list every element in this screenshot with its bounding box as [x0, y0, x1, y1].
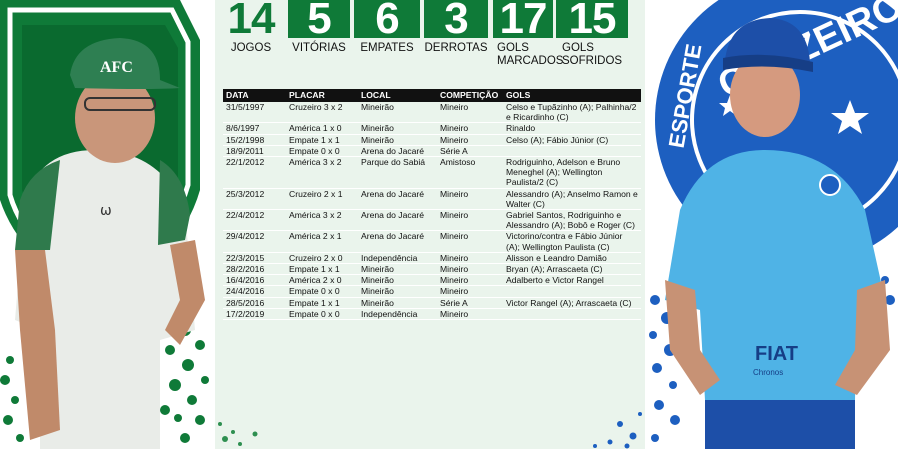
stat-value: 6: [354, 0, 420, 38]
cell-gols: Gabriel Santos, Rodriguinho e Alessandro (A); Bobô e Roger (C): [503, 210, 641, 231]
stat-label: DERROTAS: [424, 42, 488, 54]
cell-gols: Celso (A); Fábio Júnior (C): [503, 134, 641, 145]
stat-vitorias: [288, 0, 350, 55]
cell-data: 15/2/1998: [223, 134, 286, 145]
stat-value: 3: [424, 0, 488, 38]
cruzeiro-crest-side-text: ESPORTE: [663, 41, 707, 150]
table-row: [223, 231, 641, 252]
stat-label: VITÓRIAS: [292, 42, 346, 54]
cell-gols: [503, 145, 641, 156]
cell-competicao: Série A: [437, 145, 503, 156]
table-row: [223, 210, 641, 231]
cell-competicao: Mineiro: [437, 252, 503, 263]
cell-competicao: Mineiro: [437, 102, 503, 123]
cell-placar: América 2 x 0: [286, 275, 358, 286]
cell-competicao: Mineiro: [437, 188, 503, 209]
cell-gols: Victorino/contra e Fábio Júnior (A); Wellington Paulista (C): [503, 231, 641, 252]
cell-placar: América 2 x 1: [286, 231, 358, 252]
cell-data: 29/4/2012: [223, 231, 286, 252]
stat-derrotas: [424, 0, 488, 55]
cell-placar: Empate 0 x 0: [286, 145, 358, 156]
cell-competicao: Mineiro: [437, 210, 503, 231]
cell-local: Parque do Sabiá: [358, 157, 437, 189]
jersey-brand-logo: ω: [100, 203, 112, 219]
stat-empates: [354, 0, 420, 55]
cell-local: Arena do Jacaré: [358, 210, 437, 231]
cell-data: 24/4/2016: [223, 286, 286, 297]
america-coach-illustration: [0, 0, 215, 449]
cell-gols: Rinaldo: [503, 123, 641, 134]
cell-data: 18/9/2011: [223, 145, 286, 156]
stat-label: GOLS MARCADOS: [497, 42, 564, 67]
cell-placar: Empate 1 x 1: [286, 264, 358, 275]
cell-local: Arena do Jacaré: [358, 231, 437, 252]
header-competicao: COMPETIÇÃO: [437, 89, 503, 102]
table-row: [223, 123, 641, 134]
cell-placar: Empate 0 x 0: [286, 308, 358, 319]
table-header-row: [223, 89, 641, 102]
cell-placar: América 1 x 0: [286, 123, 358, 134]
cell-local: Mineirão: [358, 297, 437, 308]
cruzeiro-coach-photo: [645, 0, 898, 449]
cell-data: 8/6/1997: [223, 123, 286, 134]
cell-gols: Bryan (A); Arrascaeta (C): [503, 264, 641, 275]
cell-local: Independência: [358, 308, 437, 319]
table-row: [223, 297, 641, 308]
cell-local: Arena do Jacaré: [358, 145, 437, 156]
stat-gols-marcados: [493, 0, 564, 68]
header-gols: GOLS: [503, 89, 641, 102]
cell-data: 22/3/2015: [223, 252, 286, 263]
cell-gols: Adalberto e Victor Rangel: [503, 275, 641, 286]
cell-gols: Alisson e Leandro Damião: [503, 252, 641, 263]
stat-value: 14: [227, 0, 275, 38]
stat-value: 17: [493, 0, 553, 38]
cruzeiro-coach-illustration: [645, 0, 898, 449]
header-local: LOCAL: [358, 89, 437, 102]
cell-competicao: Mineiro: [437, 308, 503, 319]
table-row: [223, 134, 641, 145]
cell-gols: [503, 286, 641, 297]
cell-local: Mineirão: [358, 134, 437, 145]
cell-data: 25/3/2012: [223, 188, 286, 209]
cell-data: 31/5/1997: [223, 102, 286, 123]
cell-placar: Cruzeiro 3 x 2: [286, 102, 358, 123]
america-coach-photo: [0, 0, 215, 449]
cell-competicao: Mineiro: [437, 231, 503, 252]
table-row: [223, 275, 641, 286]
footer-band: [215, 404, 645, 449]
cell-gols: Rodriguinho, Adelson e Bruno Meneghel (A); Wellington Paulista/2 (C): [503, 157, 641, 189]
table-row: [223, 264, 641, 275]
cell-competicao: Mineiro: [437, 123, 503, 134]
cell-data: 16/4/2016: [223, 275, 286, 286]
stat-jogos: [226, 0, 276, 55]
header-placar: PLACAR: [286, 89, 358, 102]
table-row: [223, 252, 641, 263]
table-row: [223, 102, 641, 123]
cell-gols: Alessandro (A); Anselmo Ramon e Walter (C): [503, 188, 641, 209]
cell-competicao: Mineiro: [437, 134, 503, 145]
stat-label: EMPATES: [360, 42, 414, 54]
cell-gols: [503, 308, 641, 319]
cell-placar: Empate 1 x 1: [286, 134, 358, 145]
table-row: [223, 308, 641, 319]
table-row: [223, 286, 641, 297]
stat-value: 5: [288, 0, 350, 38]
stat-gols-sofridos: [556, 0, 628, 68]
cell-local: Mineirão: [358, 264, 437, 275]
cell-placar: Cruzeiro 2 x 0: [286, 252, 358, 263]
cell-local: Mineirão: [358, 286, 437, 297]
cell-local: Mineirão: [358, 123, 437, 134]
table-row: [223, 188, 641, 209]
cell-placar: América 3 x 2: [286, 157, 358, 189]
stat-label: GOLS SOFRIDOS: [562, 42, 623, 67]
america-cap-logo: AFC: [100, 59, 133, 76]
cell-data: 22/4/2012: [223, 210, 286, 231]
cell-placar: Empate 0 x 0: [286, 286, 358, 297]
cell-placar: América 3 x 2: [286, 210, 358, 231]
cell-data: 28/5/2016: [223, 297, 286, 308]
cell-placar: Cruzeiro 2 x 1: [286, 188, 358, 209]
cell-gols: Victor Rangel (A); Arrascaeta (C): [503, 297, 641, 308]
cell-competicao: Mineiro: [437, 286, 503, 297]
table-row: [223, 157, 641, 189]
cell-data: 22/1/2012: [223, 157, 286, 189]
cell-local: Arena do Jacaré: [358, 188, 437, 209]
stat-value: 15: [556, 0, 628, 38]
cell-data: 17/2/2019: [223, 308, 286, 319]
cell-competicao: Série A: [437, 297, 503, 308]
cell-competicao: Mineiro: [437, 275, 503, 286]
cell-competicao: Amistoso: [437, 157, 503, 189]
games-table: [223, 89, 641, 320]
stat-label: JOGOS: [230, 42, 272, 54]
cell-placar: Empate 1 x 1: [286, 297, 358, 308]
table-row: [223, 145, 641, 156]
cell-gols: Celso e Tupãzinho (A); Palhinha/2 e Ricardinho (C): [503, 102, 641, 123]
cell-local: Independência: [358, 252, 437, 263]
cell-local: Mineirão: [358, 102, 437, 123]
header-data: DATA: [223, 89, 286, 102]
cell-competicao: Mineiro: [437, 264, 503, 275]
sponsor-sub-logo: Chronos: [753, 368, 784, 377]
cell-data: 28/2/2016: [223, 264, 286, 275]
sponsor-logo: FIAT: [755, 343, 798, 365]
jersey-crest-icon: [820, 175, 840, 195]
cell-local: Mineirão: [358, 275, 437, 286]
